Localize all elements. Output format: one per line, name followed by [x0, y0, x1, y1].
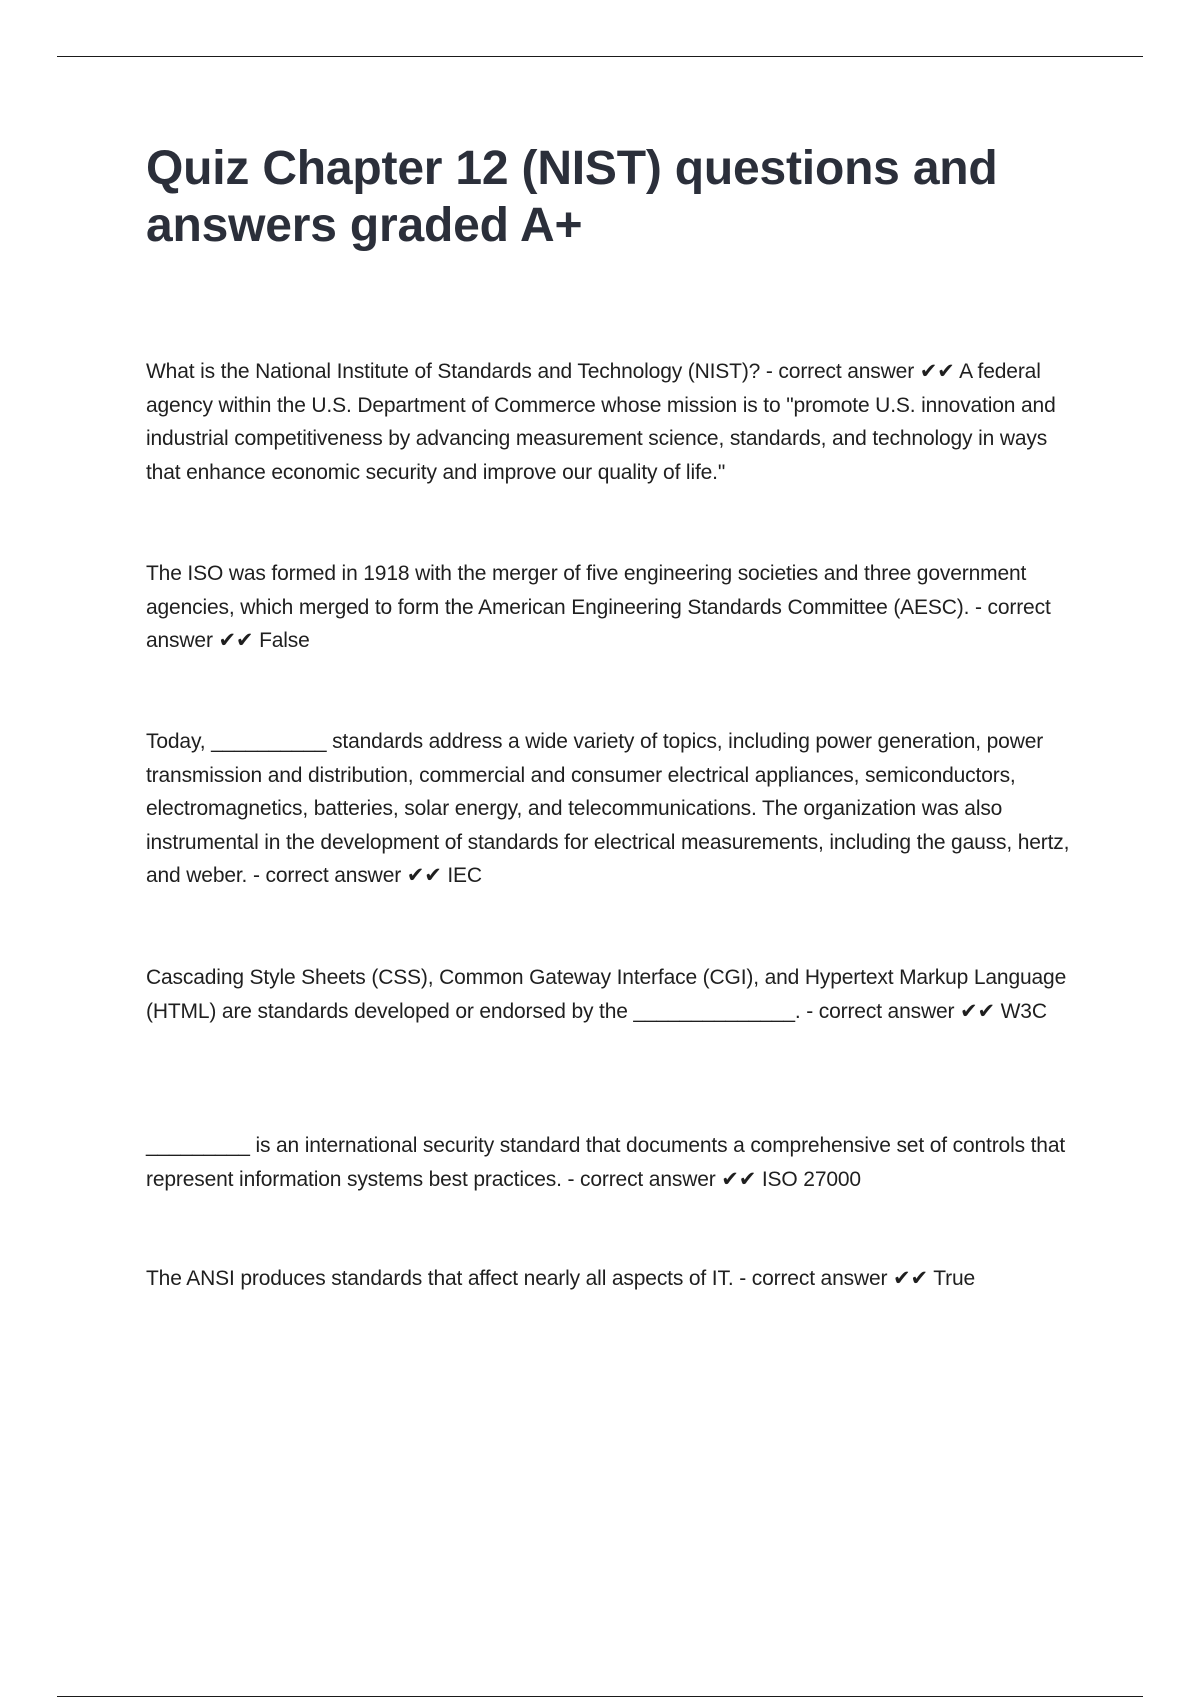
answer-text: True: [933, 1267, 976, 1290]
answer-prefix: - correct answer: [739, 1267, 888, 1290]
check-mark-icon: ✔✔: [218, 629, 254, 652]
check-mark-icon: ✔✔: [721, 1167, 757, 1191]
answer-text: IEC: [447, 864, 482, 887]
answer-prefix: - correct answer: [806, 999, 955, 1023]
document-title: Quiz Chapter 12 (NIST) questions and answers graded A+: [146, 142, 998, 252]
check-mark-icon: ✔✔: [406, 864, 442, 887]
qa-item-1: [146, 355, 1081, 489]
qa-item-6: [146, 1262, 1081, 1296]
top-divider: [57, 56, 1143, 57]
question-text: _________ is an international security standard that documents a comprehensive set of controls that represent information systems best practices.: [146, 1134, 1066, 1191]
qa-item-4: [146, 961, 1081, 1028]
answer-prefix: - correct answer: [567, 1167, 716, 1191]
question-text: Today, __________ standards address a wide variety of topics, including power generation, power transmission and distribution, commercial and consumer electrical appliances, semiconductors, electromagnetics, batteries, solar energy, and telecommunications. The organization was also instrumental in the development of standards for electrical measurements, including the gauss, hertz, and weber.: [146, 730, 1070, 887]
check-mark-icon: ✔✔: [919, 360, 955, 383]
check-mark-icon: ✔✔: [960, 999, 995, 1023]
qa-item-2: [146, 557, 1081, 658]
answer-text: False: [259, 629, 310, 652]
answer-prefix: - correct answer: [146, 595, 1051, 652]
check-mark-icon: ✔✔: [893, 1267, 928, 1290]
question-text: Cascading Style Sheets (CSS), Common Gateway Interface (CGI), and Hypertext Markup Language (HTML) are standards developed or endorsed by the ______________.: [146, 966, 1067, 1023]
answer-text: A federal agency within the U.S. Department of Commerce whose mission is to "promote U.S. innovation and industrial competitiveness by advancing measurement science, standards, and technology in ways that enhance economic security and improve our quality of life.": [146, 360, 1056, 484]
qa-item-5: [146, 1129, 1081, 1196]
answer-prefix: - correct answer: [765, 360, 915, 383]
answer-text: W3C: [1000, 999, 1047, 1023]
question-text: The ISO was formed in 1918 with the merger of five engineering societies and three government agencies, which merged to form the American Engineering Standards Committee (AESC).: [146, 562, 1027, 619]
question-text: The ANSI produces standards that affect nearly all aspects of IT.: [146, 1267, 734, 1290]
answer-text: ISO 27000: [761, 1167, 861, 1191]
answer-prefix: - correct answer: [252, 864, 402, 887]
bottom-divider: [57, 1696, 1143, 1697]
question-text: What is the National Institute of Standards and Technology (NIST)?: [146, 360, 761, 383]
qa-item-3: [146, 725, 1081, 893]
